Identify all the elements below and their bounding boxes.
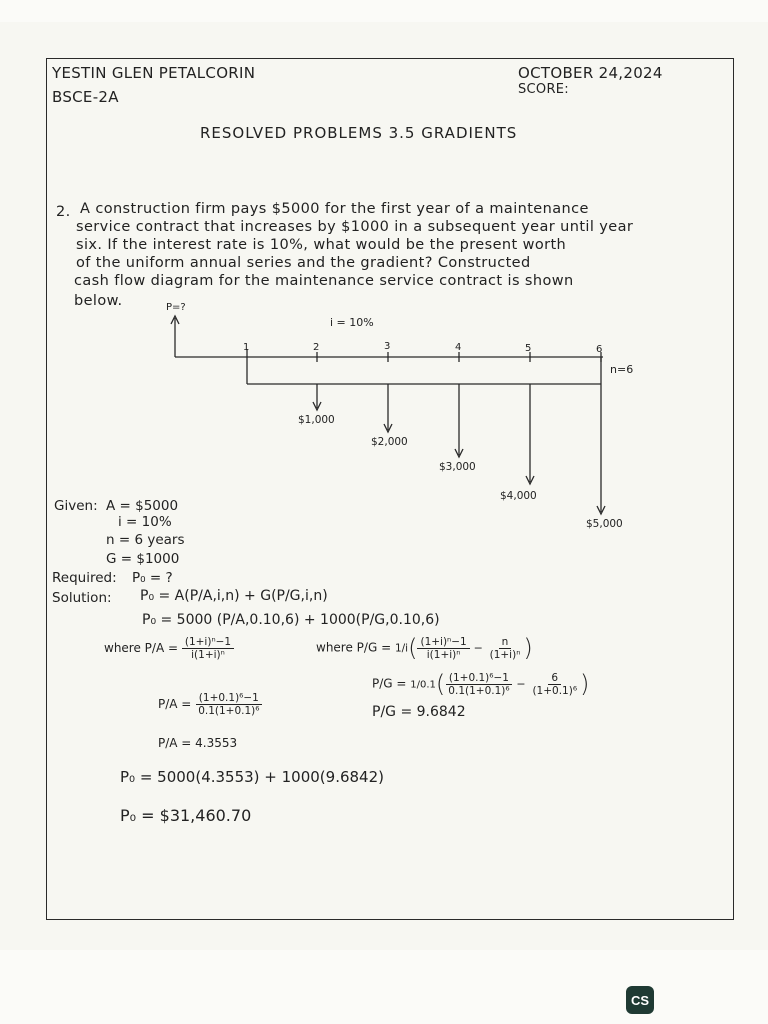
score-label: SCORE: — [518, 82, 569, 97]
pg-numerator: n — [499, 636, 512, 649]
pg-sub-numerator: 6 — [548, 672, 561, 685]
student-name: YESTIN GLEN PETALCORIN — [52, 64, 256, 82]
given-item: i = 10% — [118, 514, 172, 530]
period-tick-label: 5 — [525, 343, 532, 354]
given-item: G = $1000 — [106, 551, 180, 567]
problem-line: six. If the interest rate is 10%, what would be the present worth — [76, 237, 567, 253]
page-title: RESOLVED PROBLEMS 3.5 GRADIENTS — [200, 124, 518, 142]
given-item: n = 6 years — [106, 532, 185, 548]
present-worth-label: P=? — [166, 302, 186, 313]
pg-sub-lead: 1/0.1 — [410, 679, 436, 691]
pg-denominator: (1+i)ⁿ — [489, 648, 521, 661]
solution-substituted: P₀ = 5000 (P/A,0.10,6) + 1000(P/G,0.10,6) — [142, 612, 440, 628]
pa-result: P/A = 4.3553 — [158, 736, 238, 750]
camscanner-logo: CS — [626, 986, 654, 1014]
pg-sub-numerator: (1+0.1)⁶−1 — [446, 672, 512, 685]
pa-denominator: i(1+i)ⁿ — [191, 649, 225, 661]
solution-formula: P₀ = A(P/A,i,n) + G(P/G,i,n) — [140, 588, 328, 604]
pa-sub-numerator: (1+0.1)⁶−1 — [196, 692, 262, 705]
given-item: A = $5000 — [106, 498, 179, 514]
problem-line: service contract that increases by $1000 in a subsequent year until year — [76, 219, 634, 235]
final-answer: P₀ = $31,460.70 — [120, 806, 252, 825]
pg-sub-label: P/G = — [372, 676, 407, 691]
problem-line: cash flow diagram for the maintenance service contract is shown — [74, 273, 574, 289]
date: OCTOBER 24,2024 — [518, 64, 663, 82]
pg-lead-factor: 1/i — [394, 642, 409, 655]
periods-label: n=6 — [610, 363, 634, 376]
pg-formula: where P/G = 1/i( $\frac{\text{(1+i)ⁿ−1}}{\text{i(1+i)ⁿ}}$ − $\frac{n}{\text{(1+i)ⁿ}}$ ) — [316, 634, 533, 662]
period-tick-label: 6 — [596, 344, 603, 355]
solution-label: Solution: — [52, 590, 112, 606]
pg-formula-label: where P/G = — [316, 640, 392, 655]
pa-sub-label: P/A = — [158, 697, 192, 711]
interest-rate-label: i = 10% — [330, 316, 374, 329]
period-tick-label: 2 — [313, 342, 320, 353]
student-section: BSCE-2A — [52, 88, 119, 106]
given-label: Given: — [54, 498, 98, 514]
pg-numerator: (1+i)ⁿ−1 — [417, 636, 469, 649]
pa-substituted — [158, 692, 262, 717]
pa-formula — [104, 636, 234, 661]
problem-line: of the uniform annual series and the gradient? Constructed — [76, 255, 531, 271]
final-calculation: P₀ = 5000(4.3553) + 1000(9.6842) — [120, 768, 384, 786]
cash-flow-label: $3,000 — [439, 461, 476, 473]
pa-sub-denominator: 0.1(1+0.1)⁶ — [198, 705, 260, 717]
pg-substituted: P/G = 1/0.1( $\frac{\text{(1+0.1)⁶−1}}{\text{0.1(1+0.1)⁶}}$ − $\frac{6}{\text{(1+0.1)⁶}}$ ) — [372, 670, 590, 698]
cash-flow-label: $5,000 — [586, 518, 623, 530]
cash-flow-label: $2,000 — [371, 436, 408, 448]
pg-sub-denominator: (1+0.1)⁶ — [532, 684, 578, 697]
problem-line: below. — [74, 293, 123, 309]
pa-numerator: (1+i)ⁿ−1 — [182, 636, 234, 649]
required-label: Required: — [52, 570, 117, 586]
problem-number: 2. — [56, 204, 71, 220]
required-value: P₀ = ? — [132, 570, 173, 586]
cash-flow-label: $1,000 — [298, 414, 335, 426]
period-tick-label: 4 — [455, 342, 462, 353]
pa-formula-label: where P/A = — [104, 641, 179, 655]
problem-line: A construction firm pays $5000 for the first year of a maintenance — [80, 201, 589, 217]
period-tick-label: 1 — [243, 342, 250, 353]
pg-result: P/G = 9.6842 — [372, 704, 466, 720]
pg-sub-denominator: 0.1(1+0.1)⁶ — [448, 684, 510, 697]
cash-flow-label: $4,000 — [500, 490, 537, 502]
pg-denominator: i(1+i)ⁿ — [426, 648, 461, 661]
period-tick-label: 3 — [384, 341, 391, 352]
